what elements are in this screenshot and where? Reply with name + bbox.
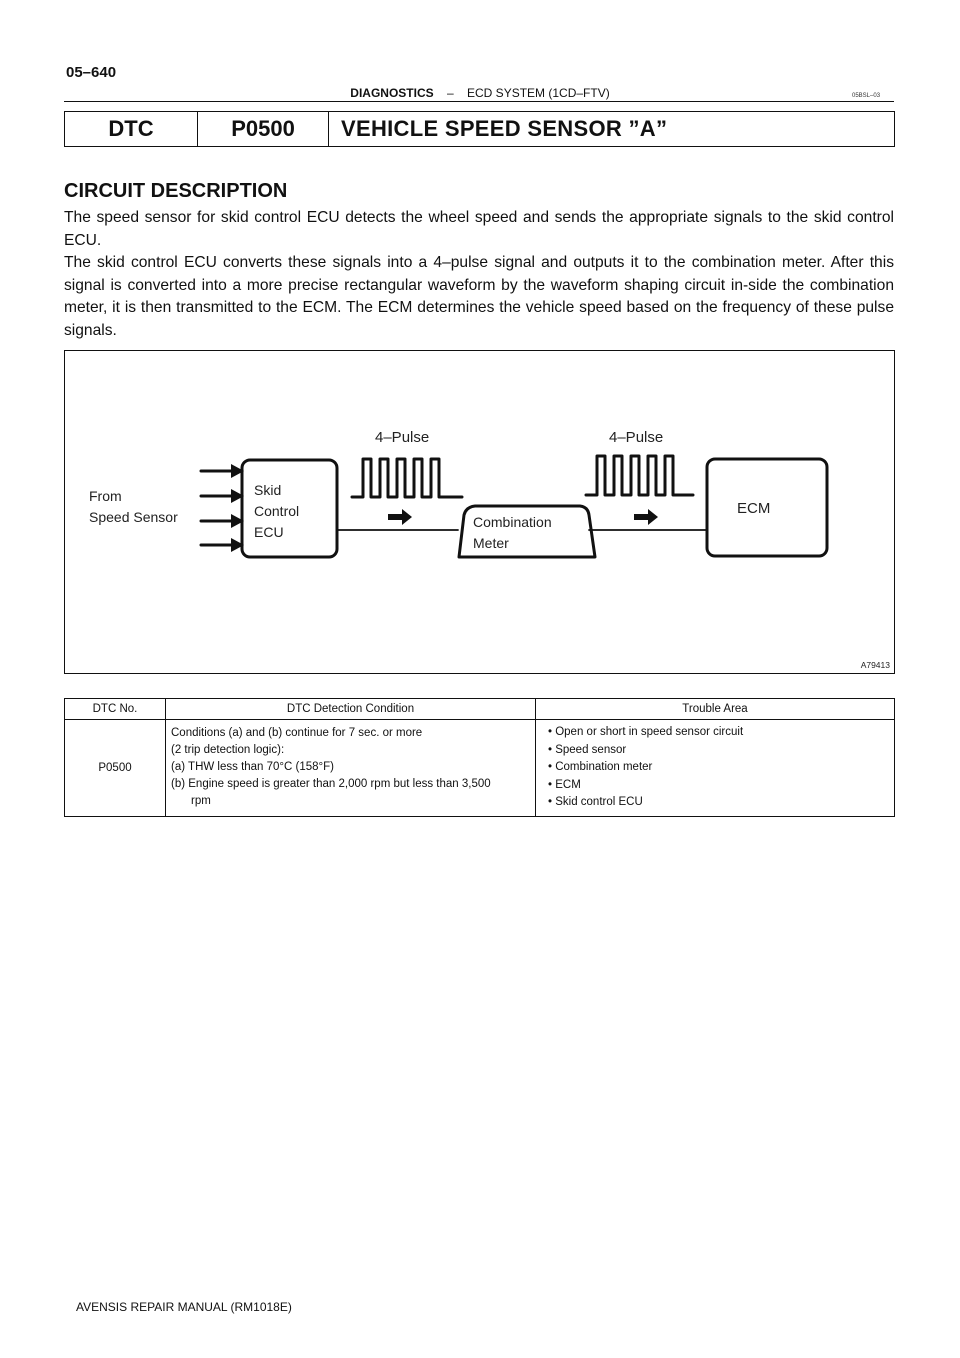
ecm-label: ECM <box>737 500 771 517</box>
header-dtc-no: DTC No. <box>65 699 166 720</box>
running-header <box>0 86 960 100</box>
skid-label-line: Control <box>254 503 300 519</box>
dtc-table <box>64 698 895 817</box>
from-label-line: Speed Sensor <box>89 509 178 525</box>
description-paragraph: The speed sensor for skid control ECU detects the wheel speed and sends the appropriate signals to the skid control ECU. <box>64 209 894 249</box>
header-section: DIAGNOSTICS <box>350 86 434 100</box>
header-rule <box>64 101 894 102</box>
circuit-figure <box>64 350 895 674</box>
header-subsection: ECD SYSTEM (1CD–FTV) <box>467 86 610 100</box>
cell-detection-condition <box>166 720 536 817</box>
trouble-area-item: • Open or short in speed sensor circuit <box>548 726 744 738</box>
pulse-waveform-left <box>352 459 462 497</box>
dtc-label: DTC <box>65 112 198 146</box>
description <box>64 207 894 343</box>
pulse-label-left: 4–Pulse <box>375 429 430 446</box>
header-detection-condition: DTC Detection Condition <box>166 699 536 720</box>
trouble-area-item: • Speed sensor <box>548 743 627 756</box>
footer: AVENSIS REPAIR MANUAL (RM1018E) <box>76 1300 292 1314</box>
trouble-area-item: • ECM <box>548 778 581 791</box>
skid-label-line: ECU <box>254 524 284 540</box>
doc-code: 05BSL–03 <box>852 93 881 99</box>
trouble-area-item: • Combination meter <box>548 761 653 773</box>
skid-control-ecu-label <box>254 480 299 543</box>
condition-line: Conditions (a) and (b) continue for 7 sec. or more <box>171 726 423 739</box>
section-title: CIRCUIT DESCRIPTION <box>64 180 288 202</box>
pulse-waveform-right <box>586 456 693 495</box>
dtc-banner <box>64 111 895 147</box>
condition-line: rpm <box>191 794 211 807</box>
description-paragraph: The skid control ECU converts these signals into a 4–pulse signal and outputs it to the combination meter. After this signal is converted into a more precise rectangular waveform by the waveform shaping circuit in-side the combination meter, it is then transmitted to the ECM. The ECM determines the vehicle speed based on the frequency of these pulse signals. <box>64 254 894 339</box>
signal-direction-arrow <box>634 509 658 525</box>
from-label-line: From <box>89 488 122 504</box>
combination-meter-label <box>473 512 552 554</box>
header-separator: – <box>446 86 454 100</box>
skid-label-line: Skid <box>254 482 282 498</box>
meter-label-line: Meter <box>473 535 509 551</box>
meter-label-line: Combination <box>473 514 552 530</box>
condition-line: (2 trip detection logic): <box>171 743 285 756</box>
table-header-row <box>65 699 895 720</box>
page-number: 05–640 <box>66 64 117 81</box>
pulse-label-right: 4–Pulse <box>609 429 664 446</box>
condition-line: (a) THW less than 70°C (158°F) <box>171 760 335 773</box>
dtc-code: P0500 <box>198 112 329 146</box>
header-trouble-area: Trouble Area <box>536 699 895 720</box>
dtc-title: VEHICLE SPEED SENSOR ”A” <box>341 116 668 141</box>
signal-direction-arrow <box>388 509 412 525</box>
cell-trouble-area <box>536 720 895 817</box>
table-row <box>65 720 895 817</box>
cell-dtc-no: P0500 <box>65 720 166 817</box>
figure-id: A79413 <box>860 660 890 670</box>
from-label <box>89 486 178 528</box>
condition-line: (b) Engine speed is greater than 2,000 rpm but less than 3,500 <box>171 777 491 790</box>
trouble-area-item: • Skid control ECU <box>548 796 643 808</box>
